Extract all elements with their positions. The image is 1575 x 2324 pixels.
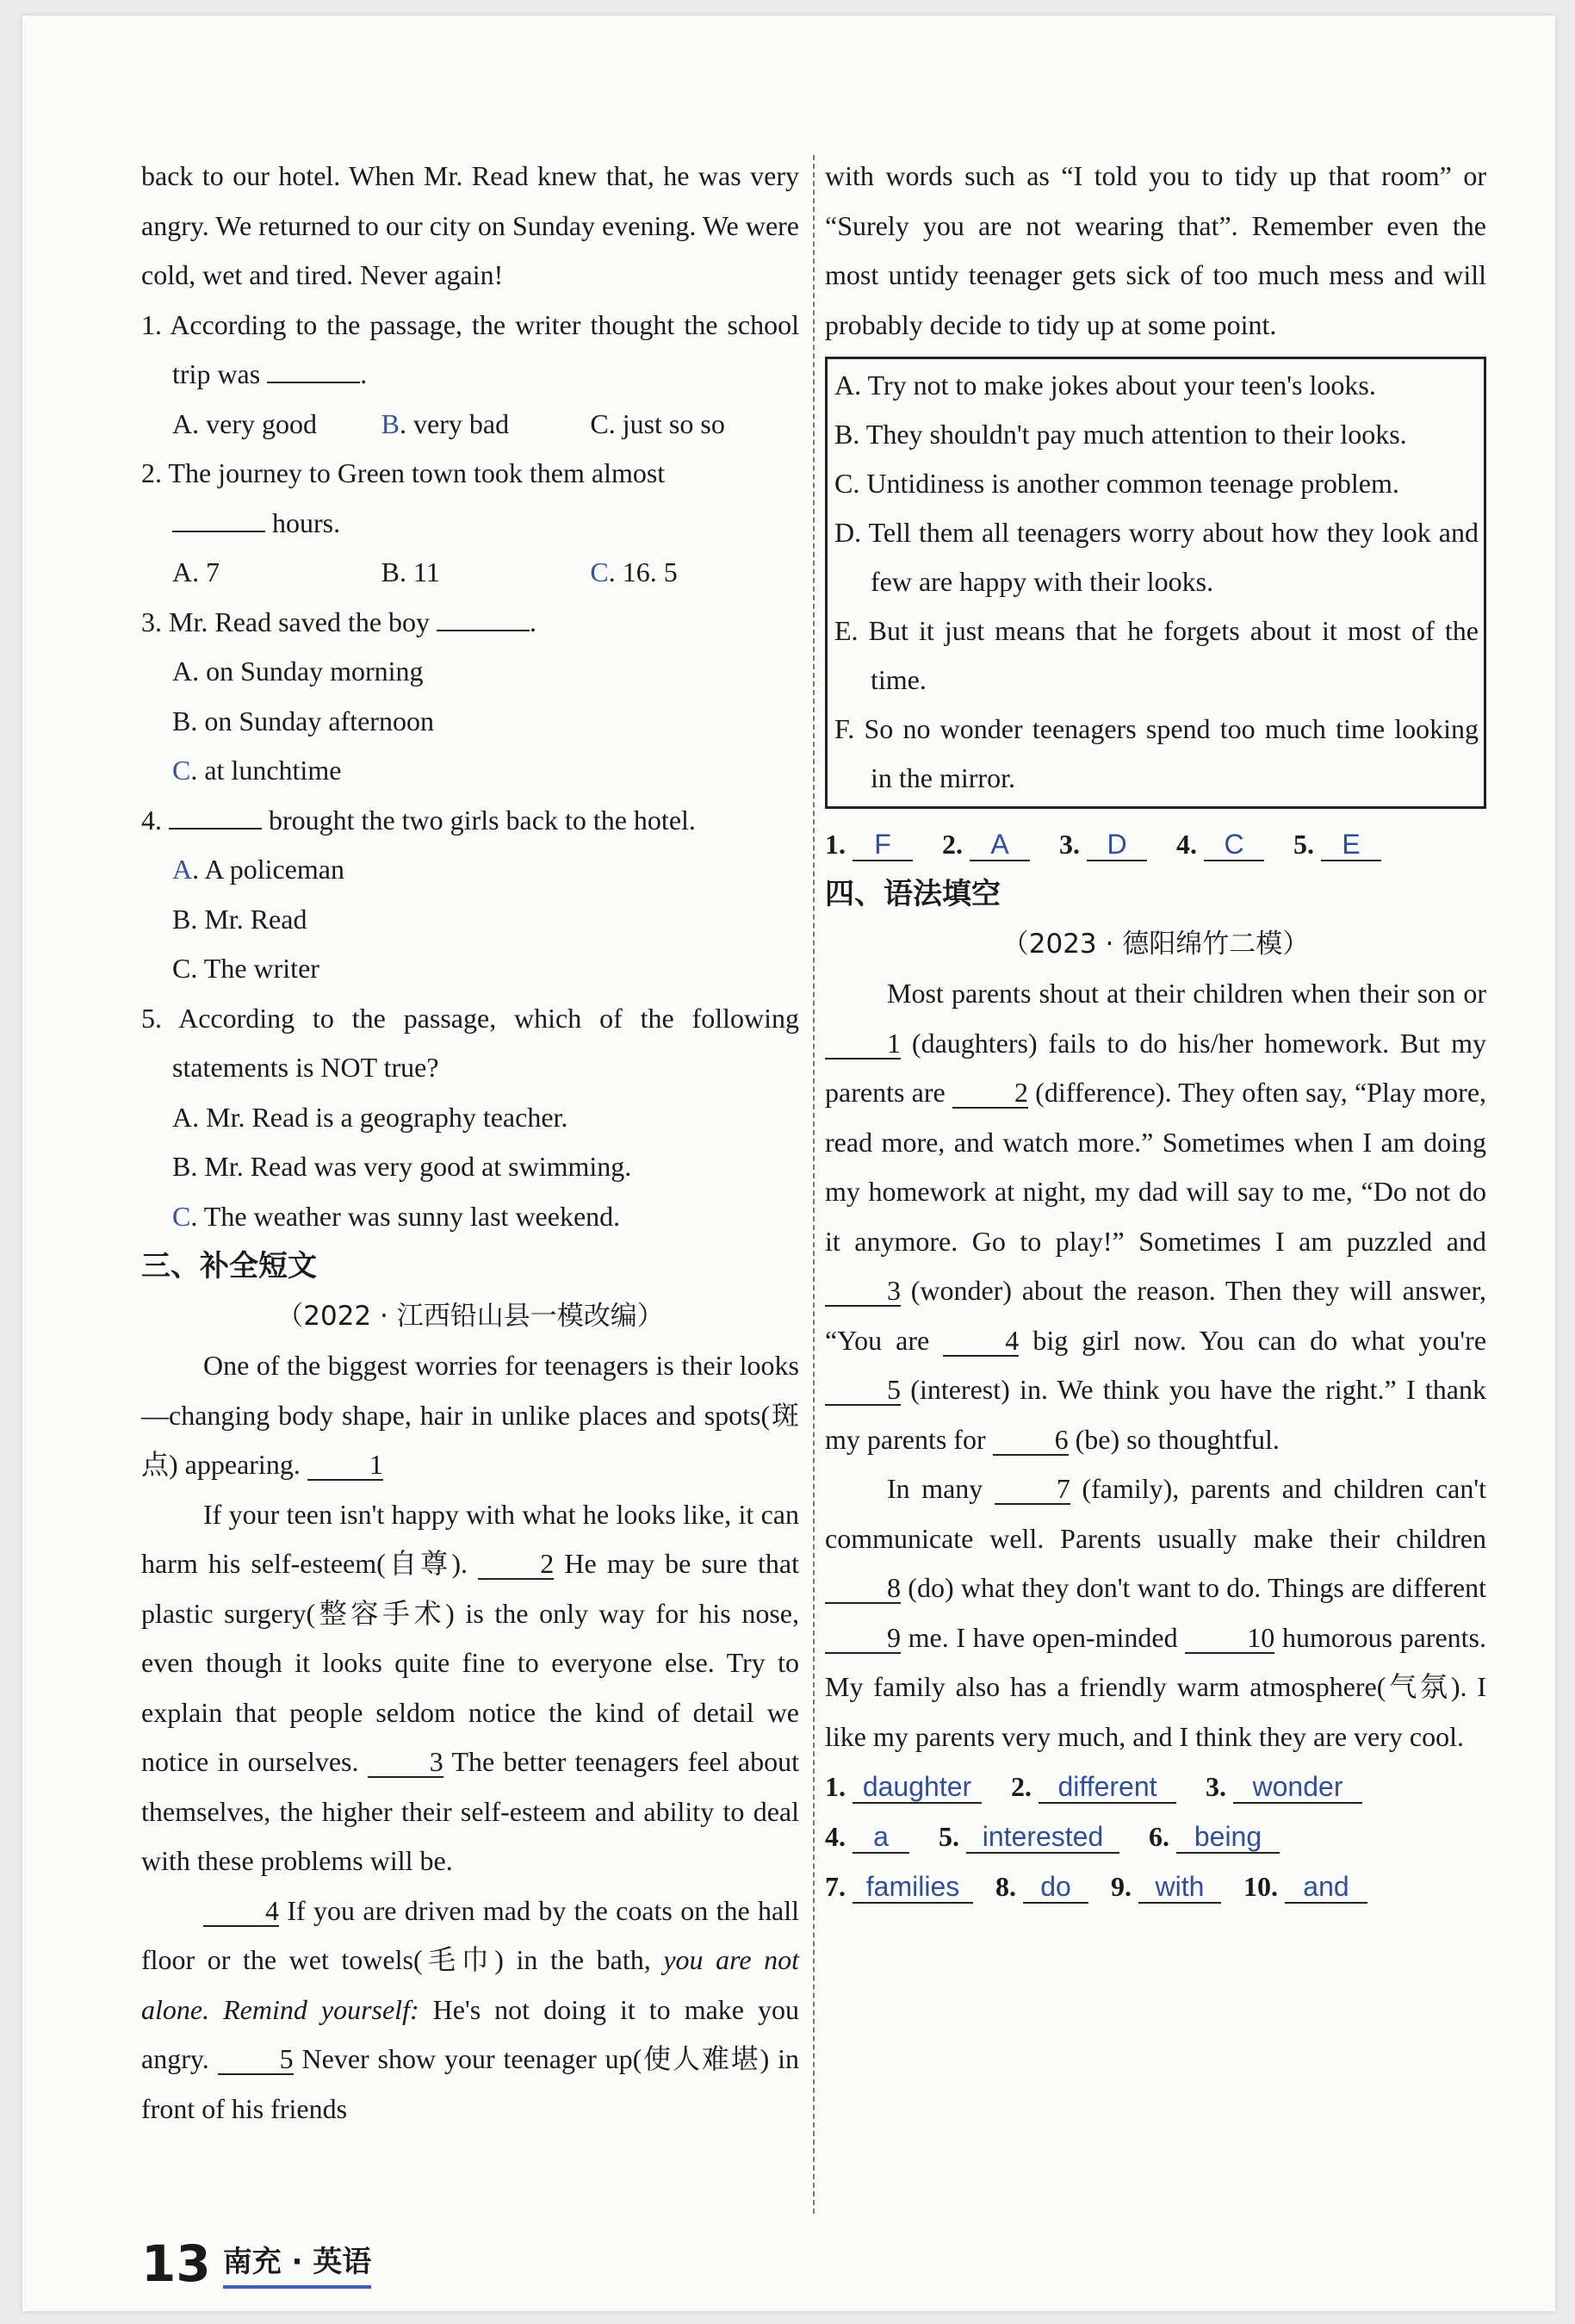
answer-number: 4.: [1176, 829, 1197, 860]
s3-text-3-italic: you are not alone. Remind yourself:: [141, 1944, 800, 2025]
options-box: [825, 357, 1486, 809]
option-a-text: Try not to make jokes about your teen's looks.: [867, 370, 1376, 401]
q1-stem-end: .: [360, 358, 368, 389]
answer-number: 6.: [1149, 1821, 1169, 1852]
s3-text-2a: If your teen isn't happy with what he looks like, it can harm his self-esteem(自尊).: [141, 1498, 799, 1579]
g-paragraph-2: [825, 1464, 1486, 1762]
q2-option-c-text: . 16. 5: [608, 556, 678, 587]
q3-option-b: B. on Sunday afternoon: [172, 705, 434, 736]
g-text-8: In many: [887, 1473, 983, 1504]
answer-number: 4.: [825, 1821, 846, 1852]
option-d: [834, 508, 1479, 606]
option-f-label: F.: [834, 713, 855, 744]
g-text-10: (do) what they don't want to do. Things are different: [908, 1572, 1487, 1603]
answer-number: 10.: [1243, 1871, 1278, 1902]
g-blank-2: 2: [952, 1078, 1028, 1109]
g-blank-7: 7: [995, 1474, 1070, 1505]
right-column: [825, 152, 1486, 1911]
q1-blank: [267, 357, 360, 383]
page: [22, 16, 1555, 2311]
question-1: [141, 301, 799, 450]
g-blank-9: 9: [825, 1623, 901, 1654]
question-2: [141, 449, 799, 598]
q4-stem: brought the two girls back to the hotel.: [269, 804, 696, 836]
q4-option-a: [141, 845, 799, 895]
answer-value: a: [853, 1821, 909, 1854]
g-blank-4: 4: [943, 1326, 1019, 1357]
passage-ending: back to our hotel. When Mr. Read knew that, he was very angry. We returned to our city on Sunday evening. We were cold, wet and tired. Never again!: [141, 160, 799, 290]
option-c-label: C.: [834, 468, 860, 499]
answer-number: 7.: [825, 1871, 846, 1902]
section-4-heading: 四、语法填空: [825, 877, 1001, 911]
q4-option-a-text: . A policeman: [192, 854, 344, 885]
section-3-answers: [825, 819, 1486, 869]
section-4-source: （2023 · 德阳绵竹二模）: [1001, 929, 1310, 960]
g-text-6: (interest) in. We think you have the right.” I thank my parents for: [825, 1374, 1487, 1455]
g-text-7: (be) so thoughtful.: [1075, 1423, 1280, 1455]
answer-item: [1176, 819, 1264, 869]
option-b-text: They shouldn't pay much attention to their looks.: [865, 419, 1407, 450]
s3-text-3c: Never show your teenager up(使人难堪) in front of his friends: [141, 2043, 799, 2124]
q5-option-c: [141, 1192, 799, 1242]
answer-item: [1293, 819, 1381, 869]
q2-stem-end: hours.: [272, 506, 341, 538]
s3-paragraph-3: [141, 1886, 799, 2134]
g-blank-5: 5: [825, 1375, 901, 1406]
s3-paragraph-2: [141, 1490, 799, 1886]
section-3-heading: 三、补全短文: [141, 1249, 317, 1283]
q3-blank: [437, 606, 530, 631]
option-e-text: But it just means that he forgets about it most of the time.: [868, 615, 1479, 695]
answer-item: [1243, 1861, 1367, 1911]
option-f: [834, 705, 1479, 803]
answer-item: [825, 1861, 973, 1911]
q1-option-b: [381, 400, 591, 450]
answer-number: 3.: [1206, 1771, 1226, 1802]
section-4-answers-row-2: [825, 1811, 1486, 1861]
answer-value: interested: [966, 1821, 1119, 1854]
q5-option-c-text: . The weather was sunny last weekend.: [190, 1200, 621, 1232]
g-blank-8: 8: [825, 1573, 901, 1604]
q2-option-b: B. 11: [381, 556, 440, 587]
g-text-9: (family), parents and children can't communicate well. Parents usually make their children: [825, 1473, 1487, 1554]
answer-number: 1.: [825, 829, 846, 860]
g-paragraph-1: [825, 969, 1486, 1464]
answer-item: [1149, 1811, 1280, 1861]
option-a-label: A.: [834, 370, 862, 401]
left-column: [141, 152, 799, 2134]
answer-value: A: [970, 829, 1030, 861]
q5-answer-mark: C: [172, 1200, 191, 1232]
question-3: [141, 598, 799, 796]
answer-item: [1059, 819, 1147, 869]
q4-blank: [169, 804, 262, 830]
answer-value: different: [1039, 1771, 1176, 1804]
s3-blank-5: 5: [218, 2044, 294, 2075]
s3-text-2b: He may be sure that plastic surgery(整容手术) is the only way for his nose, even though it looks quite fine to everyone else. Try to explain that people seldom notice the kind of detail we notice in ourselves.: [141, 1548, 800, 1777]
q4-num: 4.: [141, 804, 162, 836]
g-blank-3: 3: [825, 1276, 901, 1307]
q2-option-c: [590, 548, 799, 598]
q4-answer-mark: A: [172, 854, 193, 885]
answer-item: [825, 1811, 909, 1861]
g-text-2: (daughters) fails to do his/her homework. But my parents are: [825, 1027, 1487, 1108]
answer-value: D: [1087, 829, 1147, 861]
q2-stem: 2. The journey to Green town took them almost: [141, 457, 666, 488]
s3-paragraph-1: [141, 1341, 799, 1490]
answer-number: 3.: [1059, 829, 1080, 860]
q2-option-a: A. 7: [172, 556, 220, 587]
q3-stem: 3. Mr. Read saved the boy: [141, 606, 431, 637]
answer-item: [995, 1861, 1088, 1911]
answer-number: 9.: [1111, 1871, 1132, 1902]
answer-value: daughter: [853, 1771, 982, 1804]
answer-number: 5.: [939, 1821, 959, 1852]
option-e: [834, 606, 1479, 705]
answer-value: do: [1023, 1871, 1088, 1904]
s3-blank-2: 2: [478, 1549, 554, 1580]
option-d-text: Tell them all teenagers worry about how they look and few are happy with their looks.: [868, 517, 1479, 597]
s3-blank-1: 1: [307, 1450, 383, 1481]
q3-option-c: [141, 746, 799, 796]
answer-item: [825, 1762, 982, 1811]
q1-option-c: C. just so so: [590, 407, 725, 439]
s3-blank-3: 3: [368, 1747, 443, 1778]
option-b: [834, 410, 1479, 459]
option-c: [834, 459, 1479, 508]
option-c-text: Untidiness is another common teenage problem.: [866, 468, 1399, 499]
q4-option-b: B. Mr. Read: [172, 903, 307, 935]
q3-option-a: A. on Sunday morning: [172, 656, 424, 687]
page-footer: [141, 2234, 372, 2293]
q1-answer-mark: B: [381, 407, 400, 439]
s3-blank-4: 4: [203, 1896, 279, 1927]
answer-value: being: [1176, 1821, 1280, 1854]
q5-option-b: B. Mr. Read was very good at swimming.: [172, 1151, 632, 1182]
answer-value: families: [853, 1871, 973, 1904]
q4-option-c: C. The writer: [172, 953, 319, 984]
g-text-12: humorous parents. My family also has a friendly warm atmosphere(气氛). I like my parents very much, and I think they are very cool.: [825, 1621, 1486, 1752]
answer-number: 5.: [1293, 829, 1314, 860]
answer-number: 1.: [825, 1771, 846, 1802]
g-text-11: me. I have open-minded: [908, 1621, 1178, 1653]
q2-blank: [172, 506, 265, 532]
s3-continuation: with words such as “I told you to tidy up that room” or “Surely you are not wearing that”. Remember even the most untidy teenager gets sick of too much mess and will probably decide to tidy up at some point.: [825, 160, 1486, 340]
s3-text-2c: The better teenagers feel about themselves, the higher their self-esteem and ability to deal with these problems will be.: [141, 1746, 800, 1876]
answer-item: [939, 1811, 1119, 1861]
q2-answer-mark: C: [590, 556, 609, 587]
q1-stem: 1. According to the passage, the writer thought the school trip was: [141, 308, 799, 389]
s3-text-1: One of the biggest worries for teenagers is their looks—changing body shape, hair in unlike places and spots(斑点) appearing.: [141, 1350, 799, 1480]
answer-item: [1206, 1762, 1362, 1811]
option-e-label: E.: [834, 615, 859, 646]
g-blank-1: 1: [825, 1028, 901, 1059]
option-d-label: D.: [834, 517, 862, 548]
g-text-1: Most parents shout at their children when their son or: [887, 978, 1486, 1009]
option-a: [834, 361, 1479, 410]
answer-item: [942, 819, 1030, 869]
g-text-5: big girl now. You can do what you're: [1032, 1324, 1487, 1356]
q1-option-a: A. very good: [172, 407, 317, 439]
answer-value: C: [1204, 829, 1264, 861]
q3-option-c-text: . at lunchtime: [190, 755, 342, 786]
answer-item: [825, 819, 913, 869]
column-divider: [813, 155, 815, 2214]
book-title: 南充 · 英语: [223, 2238, 372, 2289]
g-blank-6: 6: [993, 1425, 1069, 1456]
s3-text-3a: If you are driven mad by the coats on the hall floor or the wet towels(毛巾) in the bath,: [141, 1894, 800, 1975]
q3-answer-mark: C: [172, 755, 191, 786]
g-blank-10: 10: [1185, 1623, 1274, 1654]
q5-stem: 5. According to the passage, which of the following statements is NOT true?: [141, 1002, 799, 1083]
answer-item: [1111, 1861, 1221, 1911]
answer-value: wonder: [1233, 1771, 1362, 1804]
section-4-answers-row-1: [825, 1762, 1486, 1811]
option-b-label: B.: [834, 419, 860, 450]
q1-option-b-text: . very bad: [400, 407, 510, 439]
answer-value: and: [1285, 1871, 1367, 1904]
option-f-text: So no wonder teenagers spend too much time looking in the mirror.: [864, 713, 1479, 793]
section-3-source: （2022 · 江西铅山县一模改编）: [276, 1301, 664, 1332]
page-number: 13: [141, 2234, 211, 2293]
answer-number: 2.: [942, 829, 963, 860]
s3-text-3b: He's not doing it to make you angry.: [141, 1993, 800, 2074]
answer-value: F: [853, 829, 913, 861]
section-4-answers-row-3: [825, 1861, 1486, 1911]
question-5: [141, 994, 799, 1242]
answer-value: with: [1138, 1871, 1221, 1904]
q3-stem-end: .: [530, 606, 537, 637]
question-4: [141, 796, 799, 994]
answer-number: 2.: [1011, 1771, 1032, 1802]
answer-value: E: [1321, 829, 1381, 861]
g-text-4: (wonder) about the reason. Then they will answer, “You are: [825, 1275, 1486, 1356]
q5-option-a: A. Mr. Read is a geography teacher.: [172, 1101, 568, 1133]
answer-number: 8.: [995, 1871, 1016, 1902]
g-text-3: (difference). They often say, “Play more, read more, and watch more.” Sometimes when I am doing my homework at night, my dad will say to me, “Do not do it anymore. Go to play!” Sometimes I am puzzled and: [825, 1077, 1487, 1257]
answer-item: [1011, 1762, 1176, 1811]
